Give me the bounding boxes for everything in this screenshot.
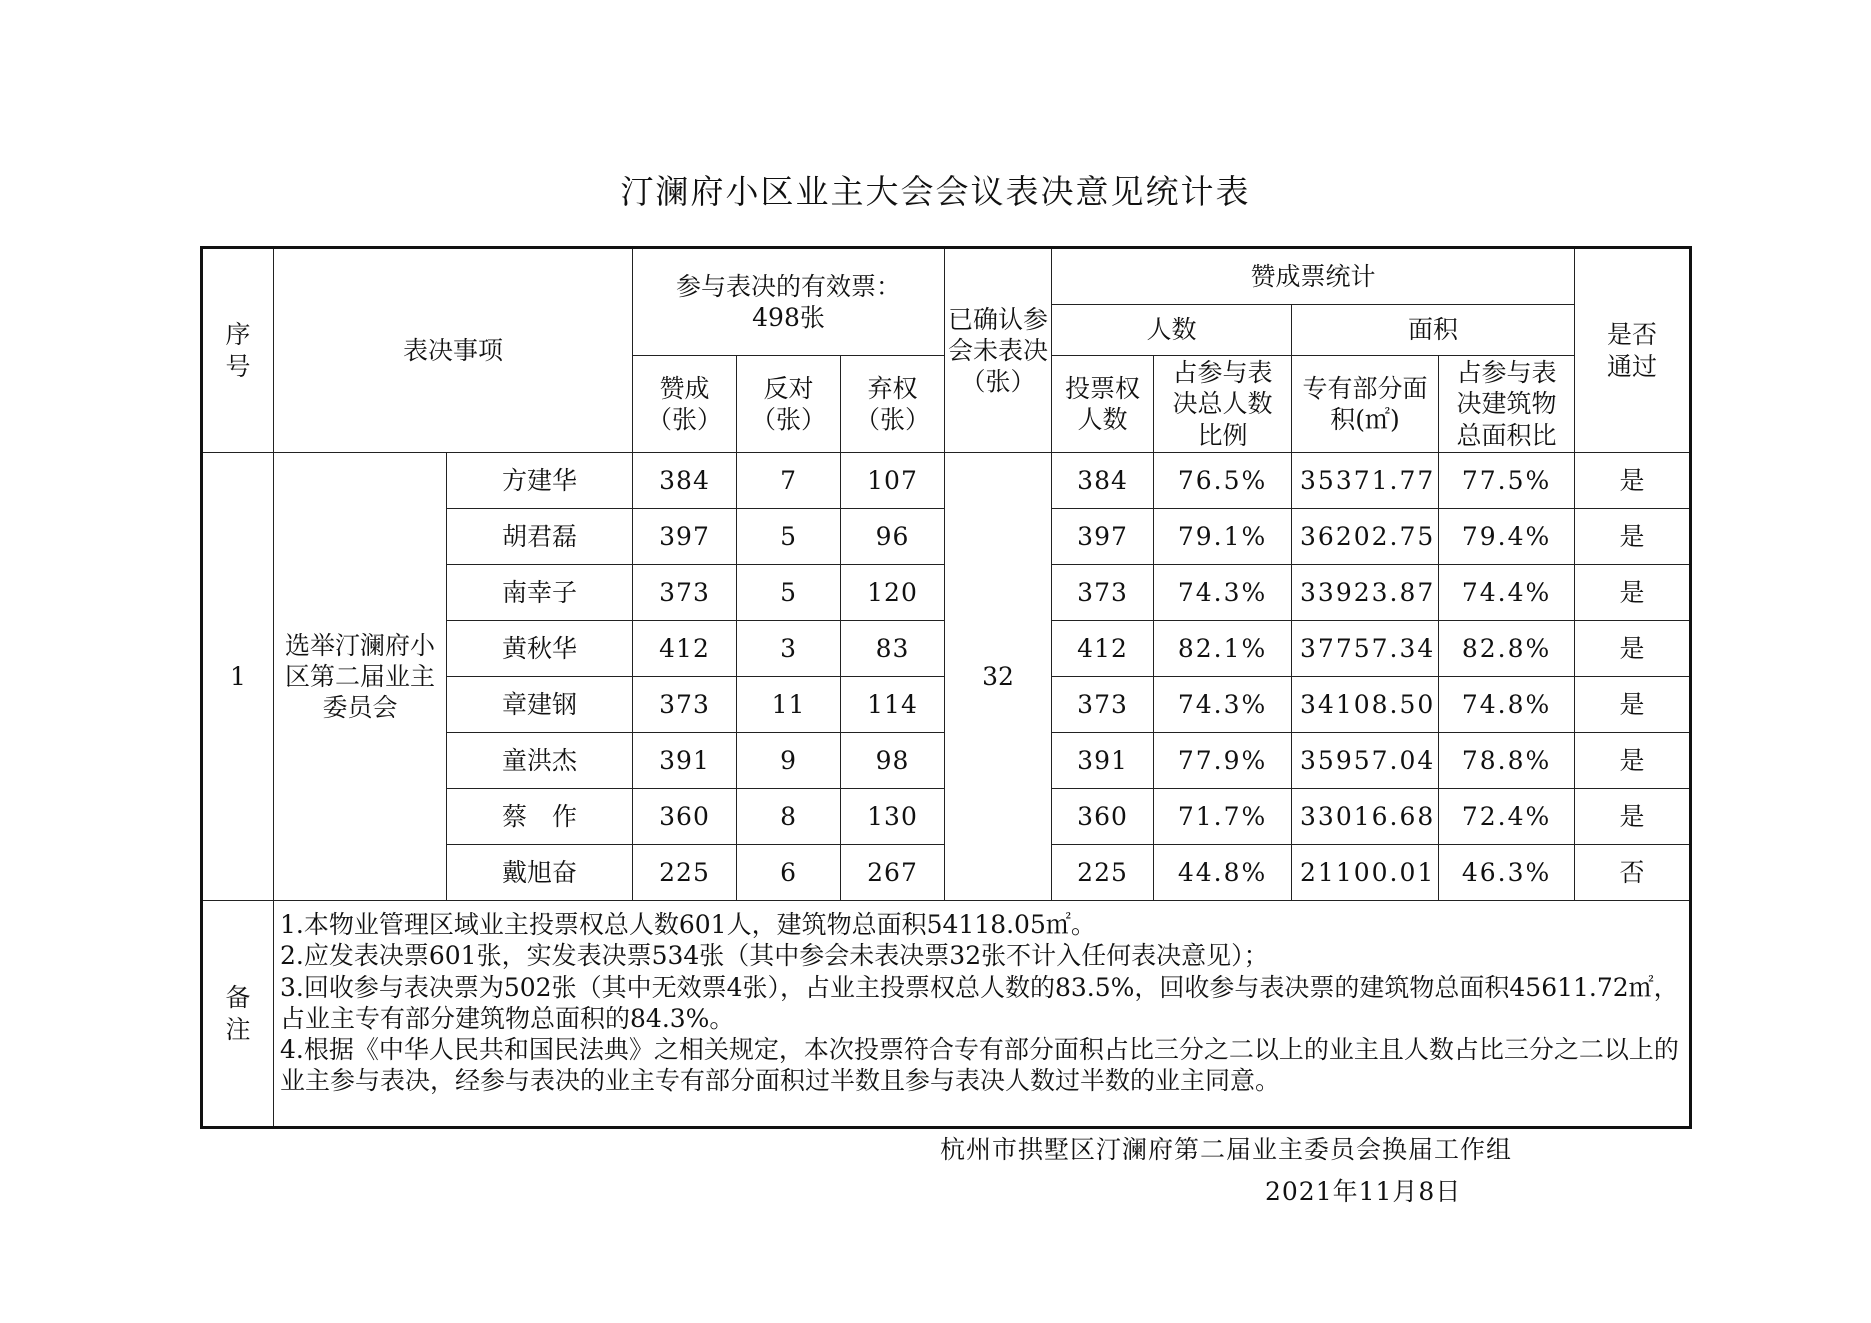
people-ratio: 79.1%	[1154, 509, 1292, 565]
approve-count: 373	[633, 677, 737, 733]
approve-count: 360	[633, 789, 737, 845]
candidate-name: 黄秋华	[447, 621, 633, 677]
passed-status: 是	[1575, 789, 1691, 845]
approve-count: 373	[633, 565, 737, 621]
header-voting-people: 投票权人数	[1052, 356, 1154, 453]
confirmed-absent-count: 32	[945, 453, 1052, 901]
candidate-name: 蔡 作	[447, 789, 633, 845]
approve-count: 412	[633, 621, 737, 677]
people-ratio: 74.3%	[1154, 677, 1292, 733]
passed-status: 是	[1575, 453, 1691, 509]
area-ratio: 46.3%	[1439, 845, 1575, 901]
approve-count: 384	[633, 453, 737, 509]
people-ratio: 44.8%	[1154, 845, 1292, 901]
remark-line: 3.回收参与表决票为502张（其中无效票4张），占业主投票权总人数的83.5%，回收参与表决票的建筑物总面积45611.72㎡，占业主专有部分建筑物总面积的84.3%。	[280, 972, 1679, 1033]
oppose-count: 5	[737, 509, 841, 565]
people-ratio: 71.7%	[1154, 789, 1292, 845]
candidate-name: 方建华	[447, 453, 633, 509]
abstain-count: 114	[841, 677, 945, 733]
footer-organization: 杭州市拱墅区汀澜府第二届业主委员会换届工作组	[940, 1135, 1513, 1164]
people-ratio: 76.5%	[1154, 453, 1292, 509]
candidate-name: 章建钢	[447, 677, 633, 733]
area-ratio: 79.4%	[1439, 509, 1575, 565]
remark-line: 1.本物业管理区域业主投票权总人数601人，建筑物总面积54118.05㎡。	[280, 910, 1096, 939]
header-valid-votes: 参与表决的有效票：498张	[633, 248, 945, 356]
remarks-row	[202, 901, 1691, 1128]
exclusive-area: 35371.77	[1292, 453, 1439, 509]
remark-line: 4.根据《中华人民共和国民法典》之相关规定，本次投票符合专有部分面积占比三分之二以上的业主且人数占比三分之二以上的业主参与表决，经参与表决的业主专有部分面积过半数且参与表决人数过半数的业主同意。	[280, 1035, 1679, 1096]
header-confirmed-absent: 已确认参会未表决（张）	[945, 248, 1052, 453]
area-ratio: 82.8%	[1439, 621, 1575, 677]
exclusive-area: 34108.50	[1292, 677, 1439, 733]
abstain-count: 83	[841, 621, 945, 677]
abstain-count: 98	[841, 733, 945, 789]
passed-status: 是	[1575, 509, 1691, 565]
oppose-count: 3	[737, 621, 841, 677]
voting-people-count: 225	[1052, 845, 1154, 901]
remarks-label: 备注	[202, 901, 274, 1128]
oppose-count: 5	[737, 565, 841, 621]
exclusive-area: 33016.68	[1292, 789, 1439, 845]
exclusive-area: 33923.87	[1292, 565, 1439, 621]
exclusive-area: 35957.04	[1292, 733, 1439, 789]
candidate-name: 童洪杰	[447, 733, 633, 789]
approve-count: 225	[633, 845, 737, 901]
voting-people-count: 412	[1052, 621, 1154, 677]
voting-people-count: 373	[1052, 565, 1154, 621]
candidate-name: 南幸子	[447, 565, 633, 621]
oppose-count: 8	[737, 789, 841, 845]
exclusive-area: 37757.34	[1292, 621, 1439, 677]
remark-line: 2.应发表决票601张，实发表决票534张（其中参会未表决票32张不计入任何表决意见）；	[280, 941, 1269, 971]
section-item: 选举汀澜府小区第二届业主委员会	[274, 453, 447, 901]
approve-count: 391	[633, 733, 737, 789]
abstain-count: 120	[841, 565, 945, 621]
header-people-ratio: 占参与表决总人数比例	[1154, 356, 1292, 453]
voting-people-count: 397	[1052, 509, 1154, 565]
approve-count: 397	[633, 509, 737, 565]
voting-people-count: 391	[1052, 733, 1154, 789]
abstain-count: 107	[841, 453, 945, 509]
section-seq: 1	[202, 453, 274, 901]
abstain-count: 130	[841, 789, 945, 845]
remarks-content	[274, 901, 1691, 1128]
header-area: 面积	[1292, 305, 1575, 356]
passed-status: 是	[1575, 733, 1691, 789]
exclusive-area: 21100.01	[1292, 845, 1439, 901]
voting-people-count: 360	[1052, 789, 1154, 845]
passed-status: 否	[1575, 845, 1691, 901]
candidate-name: 胡君磊	[447, 509, 633, 565]
table-row	[202, 453, 1691, 509]
area-ratio: 74.8%	[1439, 677, 1575, 733]
header-approval-stats: 赞成票统计	[1052, 248, 1575, 305]
header-abstain: 弃权（张）	[841, 356, 945, 453]
abstain-count: 267	[841, 845, 945, 901]
people-ratio: 74.3%	[1154, 565, 1292, 621]
passed-status: 是	[1575, 621, 1691, 677]
header-seq: 序号	[202, 248, 274, 453]
passed-status: 是	[1575, 565, 1691, 621]
area-ratio: 74.4%	[1439, 565, 1575, 621]
people-ratio: 82.1%	[1154, 621, 1292, 677]
header-area-ratio: 占参与表决建筑物总面积比	[1439, 356, 1575, 453]
oppose-count: 7	[737, 453, 841, 509]
header-people: 人数	[1052, 305, 1292, 356]
header-exclusive-area: 专有部分面积(㎡)	[1292, 356, 1439, 453]
people-ratio: 77.9%	[1154, 733, 1292, 789]
abstain-count: 96	[841, 509, 945, 565]
passed-status: 是	[1575, 677, 1691, 733]
voting-people-count: 384	[1052, 453, 1154, 509]
voting-people-count: 373	[1052, 677, 1154, 733]
oppose-count: 9	[737, 733, 841, 789]
header-item: 表决事项	[274, 248, 633, 453]
header-oppose: 反对（张）	[737, 356, 841, 453]
vote-statistics-table	[200, 246, 1692, 1129]
header-passed: 是否通过	[1575, 248, 1691, 453]
header-approve: 赞成（张）	[633, 356, 737, 453]
footer-date: 2021年11月8日	[1265, 1177, 1462, 1206]
area-ratio: 72.4%	[1439, 789, 1575, 845]
exclusive-area: 36202.75	[1292, 509, 1439, 565]
candidate-name: 戴旭奋	[447, 845, 633, 901]
oppose-count: 6	[737, 845, 841, 901]
area-ratio: 78.8%	[1439, 733, 1575, 789]
document-title: 汀澜府小区业主大会会议表决意见统计表	[620, 172, 1251, 211]
area-ratio: 77.5%	[1439, 453, 1575, 509]
oppose-count: 11	[737, 677, 841, 733]
